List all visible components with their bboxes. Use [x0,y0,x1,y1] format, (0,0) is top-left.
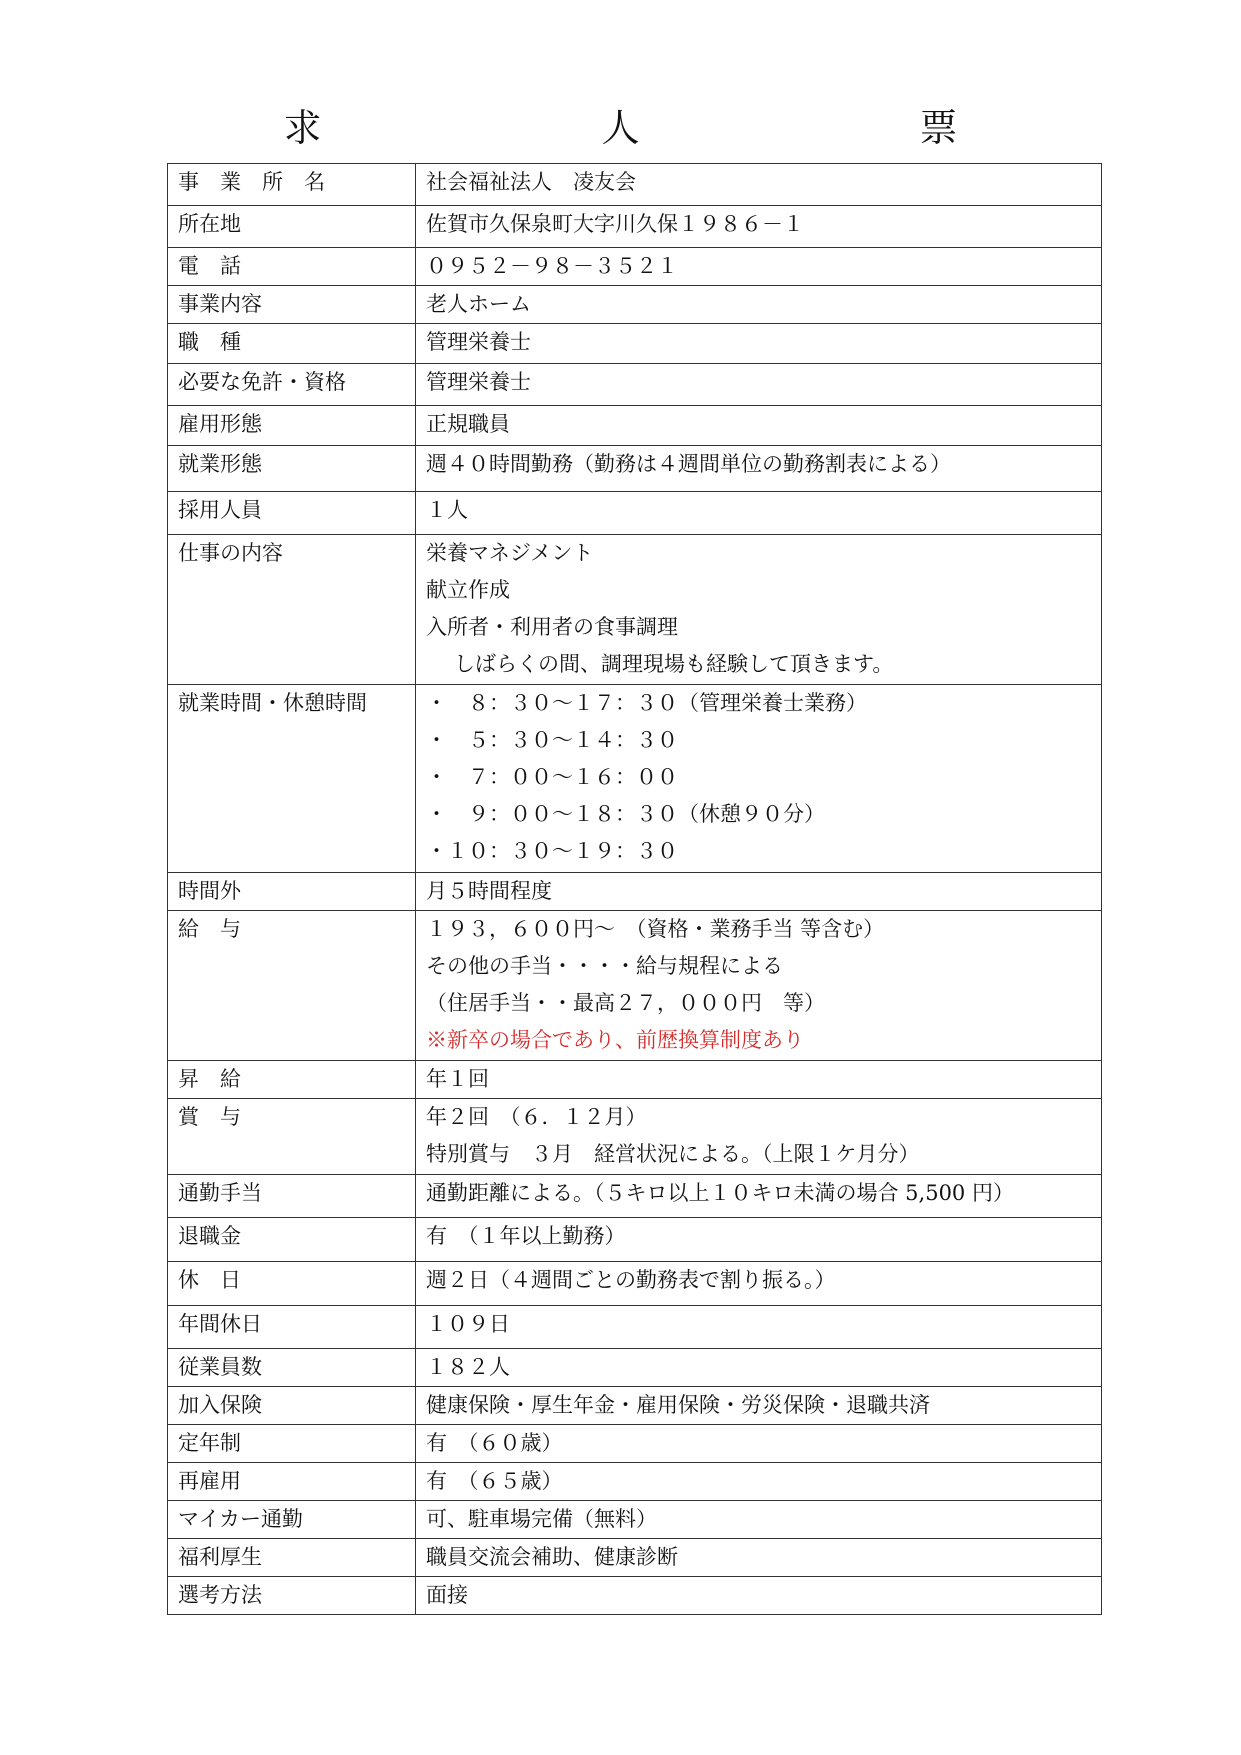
row-label: 通勤手当 [168,1175,416,1218]
row-value [416,1463,1102,1501]
table-row [168,1349,1102,1387]
table-row [168,1218,1102,1262]
row-value [416,1387,1102,1425]
row-value [416,1577,1102,1615]
row-value [416,1539,1102,1577]
job-listing-table [167,163,1102,1615]
row-value [416,685,1102,873]
row-label: 雇用形態 [168,406,416,446]
table-row [168,1539,1102,1577]
row-value [416,1175,1102,1218]
row-label: 事業内容 [168,286,416,324]
row-label: 定年制 [168,1425,416,1463]
row-label: 就業時間・休憩時間 [168,685,416,873]
value-line: ・１０：３０～１９：３０ [426,839,678,863]
value-line: １８２人 [426,1355,510,1379]
value-line: 栄養マネジメント [426,541,594,565]
table-row [168,1577,1102,1615]
table-row [168,1501,1102,1539]
row-value [416,164,1102,206]
table-row [168,873,1102,911]
table-row [168,911,1102,1061]
row-value [416,286,1102,324]
table-row [168,535,1102,685]
row-value [416,1425,1102,1463]
row-label: 賞 与 [168,1099,416,1175]
value-line: 健康保険・厚生年金・雇用保険・労災保険・退職共済 [426,1393,930,1417]
row-value [416,1218,1102,1262]
row-value [416,206,1102,248]
row-label: 必要な免許・資格 [168,364,416,406]
row-label: 時間外 [168,873,416,911]
row-label: 事 業 所 名 [168,164,416,206]
row-value [416,1306,1102,1349]
value-line: 管理栄養士 [426,330,531,354]
row-label: 所在地 [168,206,416,248]
table-row [168,1425,1102,1463]
value-line: ※新卒の場合であり、前歴換算制度あり [426,1028,804,1052]
value-line: 週２日（４週間ごとの勤務表で割り振る。） [426,1268,836,1292]
row-label: 採用人員 [168,492,416,535]
value-line: ・ ７：００～１６：００ [426,765,678,789]
value-line: 年２回 （６．１２月） [426,1105,647,1129]
value-line: １０９日 [426,1312,510,1336]
row-value [416,248,1102,286]
table-row [168,685,1102,873]
row-value [416,324,1102,364]
row-label: 給 与 [168,911,416,1061]
value-line: 週４０時間勤務（勤務は４週間単位の勤務割表による） [426,452,951,476]
table-row [168,446,1102,492]
value-line: 社会福祉法人 凌友会 [426,170,636,194]
table-row [168,286,1102,324]
row-value [416,1501,1102,1539]
table-row [168,1306,1102,1349]
row-label: 加入保険 [168,1387,416,1425]
row-label: 年間休日 [168,1306,416,1349]
table-row [168,1463,1102,1501]
row-value [416,1061,1102,1099]
value-line: ・ ８：３０～１７：３０（管理栄養士業務） [426,691,867,715]
value-line: １９３，６００円～ （資格・業務手当 等含む） [426,917,885,941]
value-line: １人 [426,498,468,522]
value-line: 管理栄養士 [426,370,531,394]
value-line: 正規職員 [426,412,510,436]
row-label: 再雇用 [168,1463,416,1501]
value-line: 有 （６０歳） [426,1431,563,1455]
value-line: 職員交流会補助、健康診断 [426,1545,678,1569]
table-row [168,324,1102,364]
row-value [416,446,1102,492]
row-label: 職 種 [168,324,416,364]
table-row [168,1099,1102,1175]
value-line: 年１回 [426,1067,489,1091]
value-line: 入所者・利用者の食事調理 [426,615,678,639]
table-row [168,1262,1102,1306]
row-value [416,364,1102,406]
row-value [416,873,1102,911]
table-row [168,248,1102,286]
table-row [168,206,1102,248]
table-row [168,164,1102,206]
row-label: 仕事の内容 [168,535,416,685]
row-label: 就業形態 [168,446,416,492]
table-row [168,1061,1102,1099]
value-line: 月５時間程度 [426,879,552,903]
row-value [416,406,1102,446]
value-line: 特別賞与 ３月 経営状況による。（上限１ケ月分） [426,1142,920,1166]
row-label: 休 日 [168,1262,416,1306]
row-label: 福利厚生 [168,1539,416,1577]
value-line: ・ ９：００～１８：３０（休憩９０分） [426,802,825,826]
value-line: 献立作成 [426,578,510,602]
table-row [168,364,1102,406]
row-value [416,492,1102,535]
row-label: 退職金 [168,1218,416,1262]
table-row [168,406,1102,446]
row-label: マイカー通勤 [168,1501,416,1539]
table-row [168,1387,1102,1425]
row-value [416,1099,1102,1175]
value-line: ・ ５：３０～１４：３０ [426,728,678,752]
value-line: 可、駐車場完備（無料） [426,1507,657,1531]
row-value [416,911,1102,1061]
value-line: ０９５２－９８－３５２１ [426,254,678,278]
value-line: 老人ホーム [426,292,531,316]
value-line: その他の手当・・・・給与規程による [426,954,783,978]
value-line: 佐賀市久保泉町大字川久保１９８６－１ [426,212,804,236]
row-value [416,1349,1102,1387]
row-label: 電 話 [168,248,416,286]
row-value [416,1262,1102,1306]
row-label: 昇 給 [168,1061,416,1099]
value-line: 面接 [426,1583,468,1607]
table-row [168,492,1102,535]
value-line: しばらくの間、調理現場も経験して頂きます。 [454,652,894,676]
value-line: （住居手当・・最高２７，０００円 等） [426,991,825,1015]
row-value [416,535,1102,685]
value-line: 通勤距離による。（５キロ以上１０キロ未満の場合 5,500 円） [426,1181,1014,1205]
row-label: 従業員数 [168,1349,416,1387]
row-label: 選考方法 [168,1577,416,1615]
table-row [168,1175,1102,1218]
value-line: 有 （１年以上勤務） [426,1224,626,1248]
value-line: 有 （６５歳） [426,1469,563,1493]
page-title: 求 人 票 [283,106,1026,150]
